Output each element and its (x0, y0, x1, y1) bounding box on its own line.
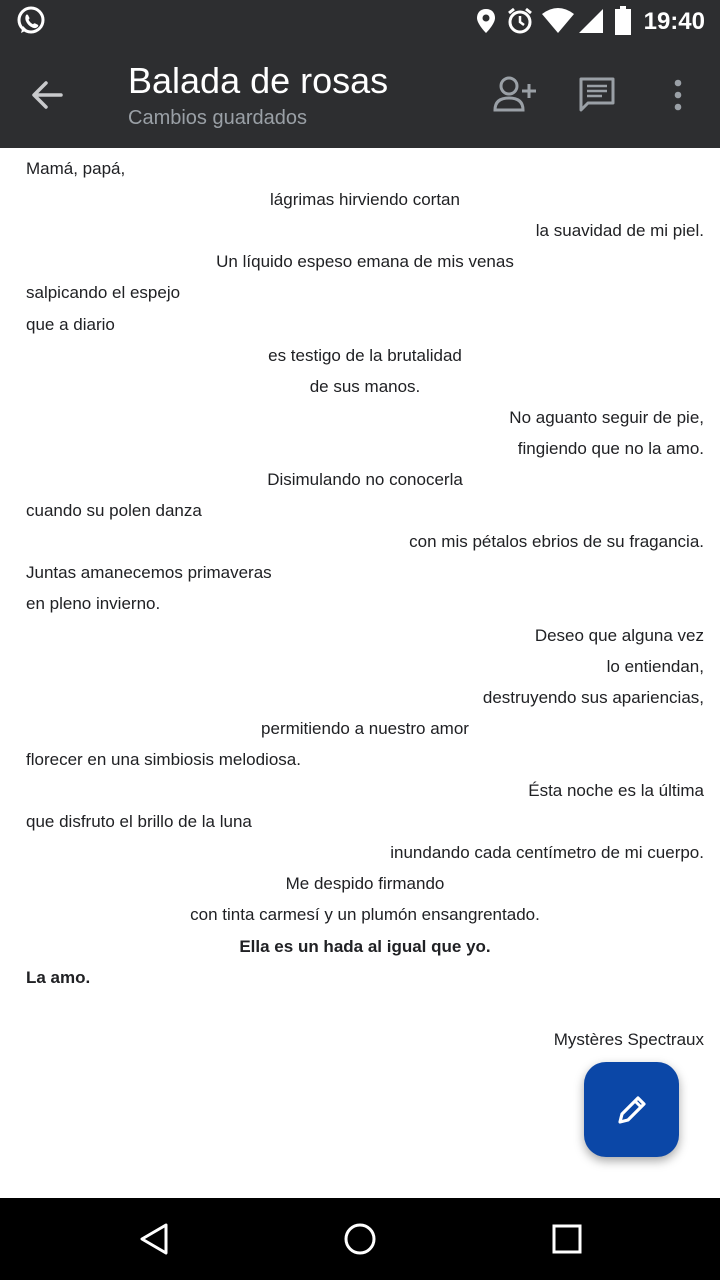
document-line: con mis pétalos ebrios de su fragancia. (409, 532, 704, 552)
document-line: en pleno invierno. (26, 594, 161, 614)
document-title: Balada de rosas (128, 60, 389, 101)
document-line: es testigo de la brutalidad (268, 345, 462, 365)
document-line: la suavidad de mi piel. (535, 221, 704, 241)
document-line: lágrimas hirviendo cortan (270, 190, 460, 210)
document-line: Mamá, papá, (26, 159, 126, 178)
document-line: inundando cada centímetro de mi cuerpo. (390, 843, 704, 863)
document-line: Juntas amanecemos primaveras (26, 563, 272, 583)
status-time: 19:40 (643, 8, 705, 35)
save-status: Cambios guardados (128, 107, 307, 129)
arrow-back-icon[interactable] (30, 78, 64, 112)
nav-home-icon[interactable] (343, 1222, 377, 1256)
more-vert-icon[interactable] (670, 78, 686, 112)
alarm-icon (506, 7, 534, 35)
document-line: Ella es un hada al igual que yo. (239, 936, 491, 956)
document-line: lo entiendan, (606, 656, 704, 676)
document-line: Mystères Spectraux (553, 1029, 704, 1049)
whatsapp-icon (15, 5, 47, 37)
signal-icon (578, 8, 604, 34)
document-line: La amo. (26, 967, 91, 987)
document-line: que a diario (26, 314, 115, 334)
document-line: No aguanto seguir de pie, (509, 407, 704, 427)
document-line: Disimulando no conocerla (267, 470, 463, 489)
document-line: de sus manos. (309, 376, 421, 396)
document-line: destruyendo sus apariencias, (482, 687, 704, 707)
document-line: que disfruto el brillo de la luna (26, 812, 252, 832)
edit-fab-button[interactable] (584, 1062, 679, 1157)
document-line: Me despido firmando (285, 874, 445, 894)
document-line: Deseo que alguna vez (534, 625, 704, 645)
wifi-icon (541, 8, 575, 34)
document-line: florecer en una simbiosis melodiosa. (26, 749, 301, 769)
document-line: permitiendo a nuestro amor (261, 718, 469, 738)
nav-back-icon[interactable] (138, 1222, 170, 1256)
system-nav-bar (0, 1198, 720, 1280)
document-line: con tinta carmesí y un plumón ensangrentado. (190, 905, 540, 925)
comment-icon[interactable] (578, 76, 616, 114)
document-line: cuando su polen danza (26, 501, 202, 521)
document-line: fingiendo que no la amo. (517, 438, 704, 458)
location-icon (475, 8, 497, 34)
document-line: Un líquido espeso emana de mis venas (216, 252, 514, 272)
status-bar (0, 0, 720, 44)
pencil-icon (614, 1092, 650, 1128)
document-line: Ésta noche es la última (528, 781, 704, 800)
nav-recents-icon[interactable] (551, 1223, 583, 1255)
battery-icon (614, 6, 632, 36)
person-add-icon[interactable] (492, 74, 538, 114)
document-line: salpicando el espejo (26, 283, 181, 303)
